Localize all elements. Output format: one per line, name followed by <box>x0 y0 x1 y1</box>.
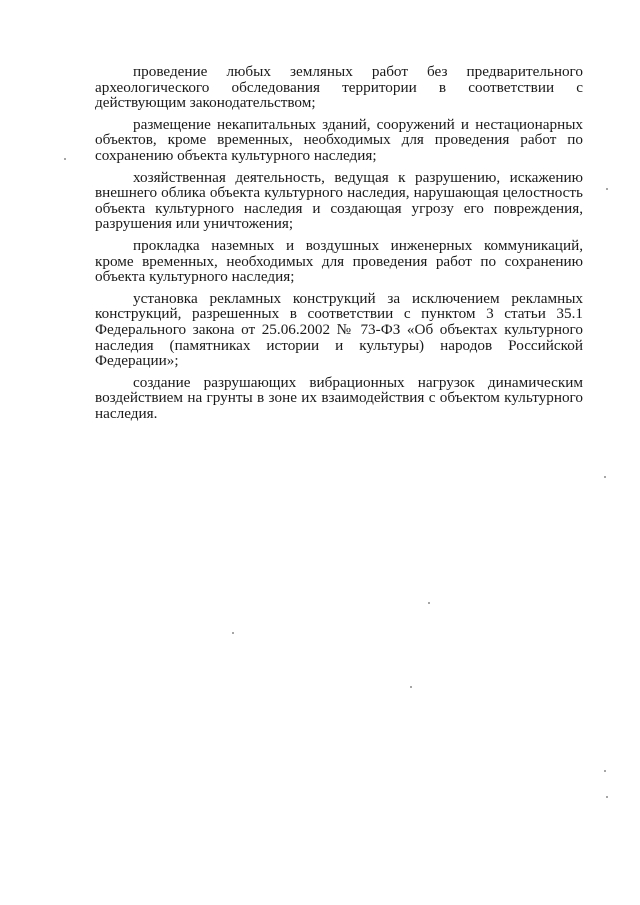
scan-speck <box>606 796 608 798</box>
scan-speck <box>410 686 412 688</box>
scan-speck <box>606 188 608 190</box>
paragraph-utility-lines: прокладка наземных и воздушных инженерных коммуникаций, кроме временных, необходимых для проведения работ по сохранению объекта культурного наследия; <box>95 236 583 286</box>
scan-speck <box>232 632 234 634</box>
paragraph-earthworks: проведение любых земляных работ без предварительного археологического обследования территории в соответствии с действующим законодательством; <box>95 63 583 112</box>
paragraph-advertising-structures: установка рекламных конструкций за исключением рекламных конструкций, разрешенных в соответствии с пунктом 3 статьи 35.1 Федерального закона от 25.06.2002 № 73-ФЗ «Об объектах культурного наследия (памятниках истории и культуры) народов Российской Федерации»; <box>95 289 583 370</box>
document-body <box>95 64 583 421</box>
scan-speck <box>428 602 430 604</box>
scan-speck <box>604 770 606 772</box>
paragraph-vibration-loads: создание разрушающих вибрационных нагрузок динамическим воздействием на грунты в зоне их взаимодействия с объектом культурного наследия. <box>95 373 583 422</box>
scan-speck <box>64 158 66 160</box>
scan-speck <box>604 476 606 478</box>
paragraph-non-capital-buildings: размещение некапитальных зданий, сооружений и нестационарных объектов, кроме временных, необходимых для проведения работ по сохранению объекта культурного наследия; <box>95 115 583 164</box>
paragraph-economic-activity: хозяйственная деятельность, ведущая к разрушению, искажению внешнего облика объекта культурного наследия, нарушающая целостность объекта культурного наследия и создающая угрозу его повреждения, разрушения или уничтожения; <box>95 168 583 233</box>
